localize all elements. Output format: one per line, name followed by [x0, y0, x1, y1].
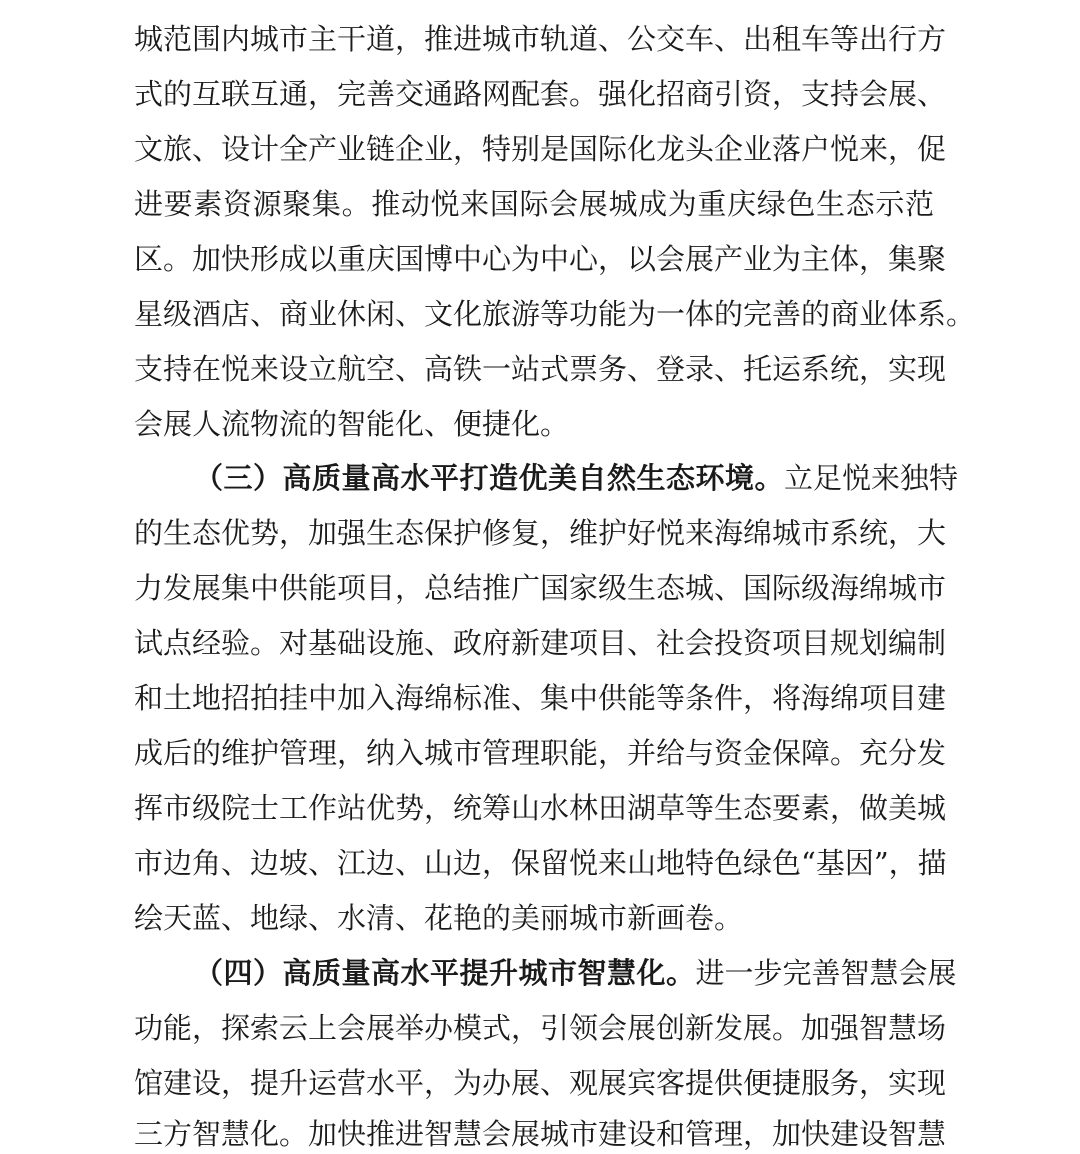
section-text: 进一步完善智慧会展: [695, 956, 957, 990]
text-line: 试点经验。对基础设施、政府新建项目、社会投资项目规划编制: [134, 626, 947, 660]
text-line: 挥市级院士工作站优势，统筹山水林田湖草等生态要素，做美城: [134, 791, 947, 825]
text-line: 会展人流物流的智能化、便捷化。: [134, 407, 570, 441]
section-heading-line: [194, 953, 957, 993]
text-line: 星级酒店、商业休闲、文化旅游等功能为一体的完善的商业体系。: [134, 297, 976, 331]
text-line: 市边角、边坡、江边、山边，保留悦来山地特色绿色“基因”，描: [134, 846, 947, 880]
text-line: 和土地招拍挂中加入海绵标准、集中供能等条件，将海绵项目建: [134, 681, 947, 715]
text-line: 式的互联互通，完善交通路网配套。强化招商引资，支持会展、: [134, 77, 947, 111]
section-text: 立足悦来独特: [784, 461, 959, 495]
text-line: 绘天蓝、地绿、水清、花艳的美丽城市新画卷。: [134, 901, 744, 935]
text-line: 进要素资源聚集。推动悦来国际会展城成为重庆绿色生态示范: [134, 187, 934, 221]
text-line: 的生态优势，加强生态保护修复，维护好悦来海绵城市系统，大: [134, 516, 947, 550]
section-heading: （四）高质量高水平提升城市智慧化。: [194, 956, 696, 990]
section-heading-line: [194, 458, 959, 498]
text-line: 馆建设，提升运营水平，为办展、观展宾客提供便捷服务，实现: [134, 1066, 947, 1100]
text-line: 功能，探索云上会展举办模式，引领会展创新发展。加强智慧场: [134, 1011, 947, 1045]
text-line: 三方智慧化。加快推进智慧会展城市建设和管理，加快建设智慧: [134, 1117, 947, 1151]
text-line: 城范围内城市主干道，推进城市轨道、公交车、出租车等出行方: [134, 22, 947, 56]
text-line: 文旅、设计全产业链企业，特别是国际化龙头企业落户悦来，促: [134, 132, 947, 166]
text-line: 力发展集中供能项目，总结推广国家级生态城、国际级海绵城市: [134, 571, 947, 605]
text-line: 支持在悦来设立航空、高铁一站式票务、登录、托运系统，实现: [134, 352, 947, 386]
text-line: 区。加快形成以重庆国博中心为中心，以会展产业为主体，集聚: [134, 242, 947, 276]
section-heading: （三）高质量高水平打造优美自然生态环境。: [194, 461, 785, 495]
text-line: 成后的维护管理，纳入城市管理职能，并给与资金保障。充分发: [134, 736, 947, 770]
